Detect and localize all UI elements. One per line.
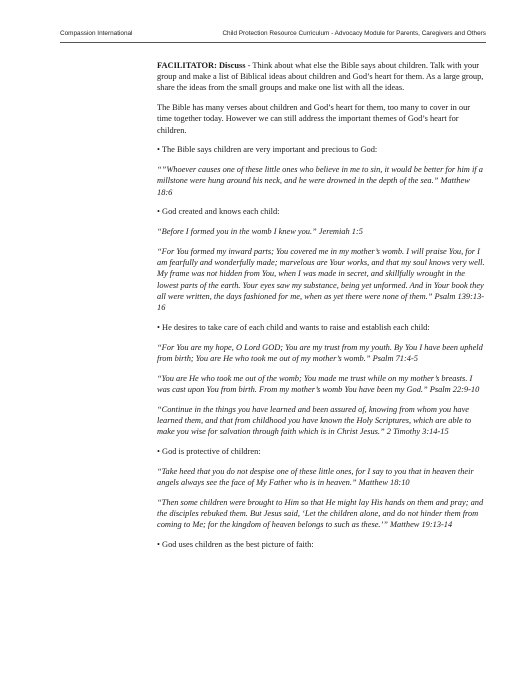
facilitator-text: - Think about what else the Bible says about children. Talk with your group and make a list of Biblical ideas about children and God’s heart for them. As a large group, share the ideas from the small groups and make one list with all the ideas.	[157, 61, 484, 93]
header-curriculum-title: Child Protection Resource Curriculum - Advocacy Module for Parents, Caregivers and Others	[222, 30, 486, 37]
bullet-faith: • God uses children as the best picture of faith:	[157, 539, 314, 549]
header-organization: Compassion International	[60, 30, 133, 37]
page-header	[60, 30, 486, 43]
quote-psalm-71: “For You are my hope, O Lord GOD; You are my trust from my youth. By You I have been upheld from birth; You are He who took me out of my mother’s womb.” Psalm 71:4-5	[157, 342, 483, 363]
bullet-created: • God created and knows each child:	[157, 207, 280, 217]
quote-psalm-139: “For You formed my inward parts; You covered me in my mother’s womb. I will praise You, for I am fearfully and wonderfully made; marvelous are Your works, and that my soul knows very well. My frame was not hidden from You, when I was made in secret, and skillfully wrought in the lowest parts of the earth. Your eyes saw my substance, being yet unformed. And in Your book they all were written, the days fashioned for me, when as yet there were none of them.” Psalm 139:13-16	[157, 247, 485, 313]
facilitator-label: FACILITATOR: Discuss	[157, 61, 246, 70]
bullet-care: • He desires to take care of each child and wants to raise and establish each child:	[157, 322, 430, 332]
quote-psalm-22: “You are He who took me out of the womb; You made me trust while on my mother’s breasts. I was cast upon You from birth. From my mother’s womb You have been my God.” Psalm 22:9-10	[157, 373, 480, 394]
quote-matthew-18-6: “”Whoever causes one of these little ones who believe in me to sin, it would be better for him if a millstone were hung around his neck, and he were drowned in the depth of the sea.” Matthew 18:6	[157, 165, 483, 197]
quote-matthew-19-13: “Then some children were brought to Him so that He might lay His hands on them and pray; and the disciples rebuked them. But Jesus said, ‘Let the children alone, and do not hinder them from coming to Me; for the kingdom of heaven belongs to such as these.’” Matthew 19:13-14	[157, 497, 484, 530]
document-body	[157, 60, 487, 559]
facilitator-paragraph	[157, 60, 487, 94]
bullet-protective: • God is protective of children:	[157, 446, 261, 456]
quote-jeremiah-1-5: “Before I formed you in the womb I knew you.” Jeremiah 1:5	[157, 227, 363, 237]
quote-matthew-18-10: “Take heed that you do not despise one of these little ones, for I say to you that in heaven their angels always see the face of My Father who is in heaven.” Matthew 18:10	[157, 466, 474, 487]
bullet-precious: • The Bible says children are very important and precious to God:	[157, 145, 378, 155]
quote-2-timothy-3: “Continue in the things you have learned and been assured of, knowing from whom you have learned them, and that from childhood you have known the Holy Scriptures, which are able to make you wise for salvation through faith which is in Christ Jesus.” 2 Timothy 3:14-15	[157, 404, 472, 437]
intro-paragraph: The Bible has many verses about children and God’s heart for them, too many to cover in our time together today. However we can still address the important themes of God’s heart for children.	[157, 103, 471, 135]
